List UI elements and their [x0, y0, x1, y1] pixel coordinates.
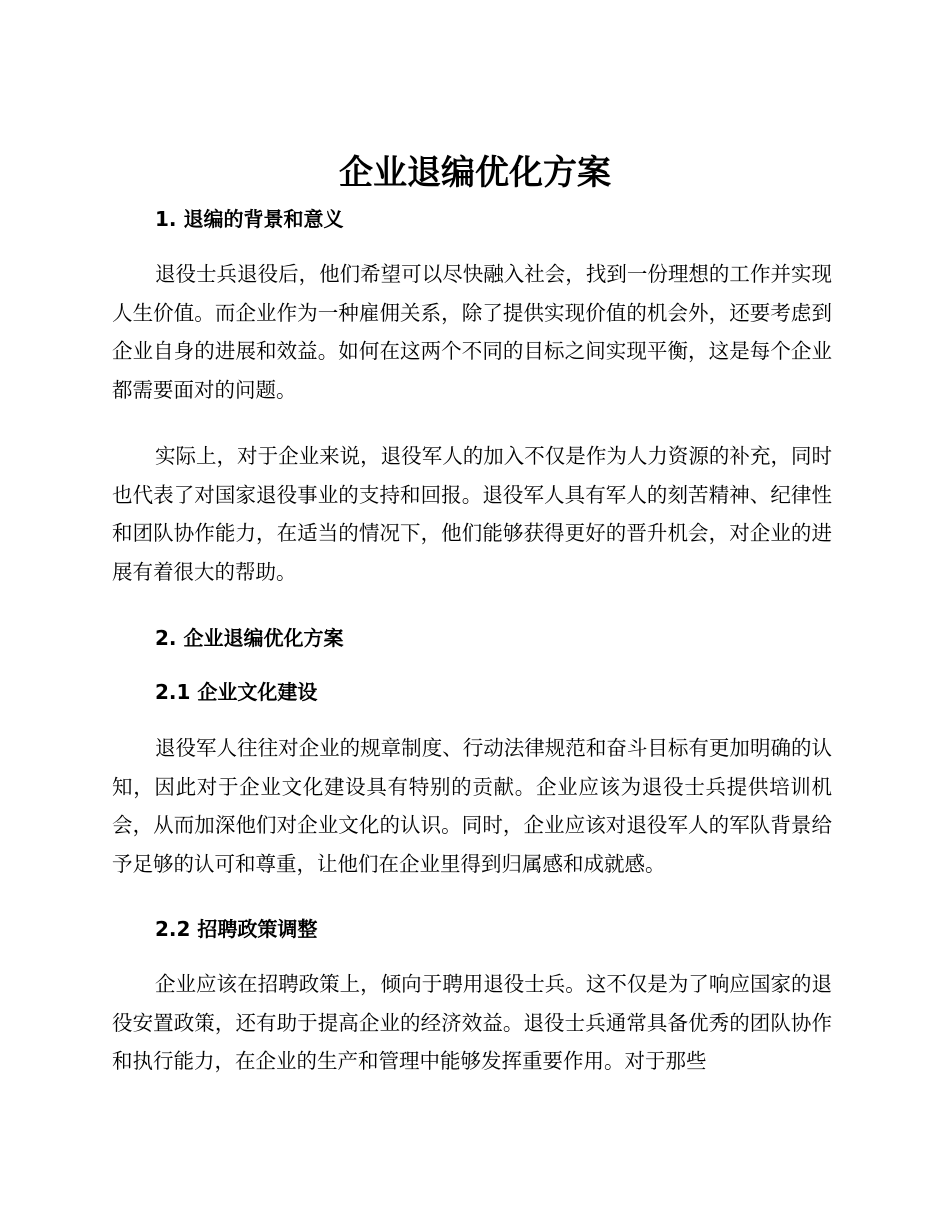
- section-heading-2-1: 2.1 企业文化建设: [155, 680, 318, 704]
- section-heading-2: 2. 企业退编优化方案: [155, 626, 344, 650]
- section-heading-1: 1. 退编的背景和意义: [155, 207, 344, 231]
- paragraph-recruitment-policy: 企业应该在招聘政策上，倾向于聘用退役士兵。这不仅是为了响应国家的退役安置政策，还有助于提高企业的经济效益。退役士兵通常具备优秀的团队协作和执行能力，在企业的生产和管理中能够发挥重要作用。对于那些: [112, 972, 832, 1073]
- paragraph-significance: 实际上，对于企业来说，退役军人的加入不仅是作为人力资源的补充，同时也代表了对国家退役事业的支持和回报。退役军人具有军人的刻苦精神、纪律性和团队协作能力，在适当的情况下，他们能够获得更好的晋升机会，对企业的进展有着很大的帮助。: [112, 444, 832, 584]
- section-heading-2-2: 2.2 招聘政策调整: [155, 917, 318, 941]
- paragraph-background: 退役士兵退役后，他们希望可以尽快融入社会，找到一份理想的工作并实现人生价值。而企业作为一种雇佣关系，除了提供实现价值的机会外，还要考虑到企业自身的进展和效益。如何在这两个不同的目标之间实现平衡，这是每个企业都需要面对的问题。: [112, 262, 832, 402]
- paragraph-corporate-culture: 退役军人往往对企业的规章制度、行动法律规范和奋斗目标有更加明确的认知，因此对于企业文化建设具有特别的贡献。企业应该为退役士兵提供培训机会，从而加深他们对企业文化的认识。同时，企业应该对退役军人的军队背景给予足够的认可和尊重，让他们在企业里得到归属感和成就感。: [112, 736, 832, 876]
- document-title: 企业退编优化方案: [339, 153, 611, 193]
